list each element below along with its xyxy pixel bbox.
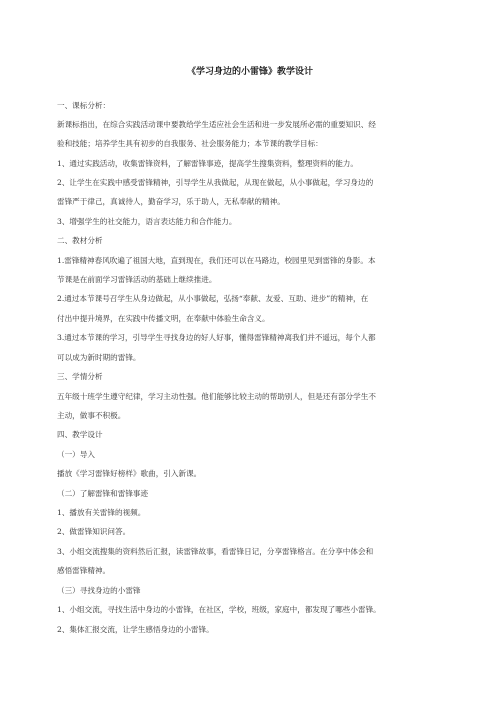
list-item: 1、通过实践活动，收集雷锋资料，了解雷锋事迹，提高学生搜集资料，整理资料的能力。: [57, 159, 358, 168]
paragraph-line: 雷锋严于律己，真诚待人，勤奋学习，乐于助人，无私奉献的精神。: [57, 197, 285, 206]
section-heading-curriculum-analysis: 一、课标分析：: [57, 101, 111, 110]
section-heading-teaching-design: 四、教学设计: [57, 430, 103, 439]
list-item: 3、增强学生的社交能力，语言表达能力和合作能力。: [57, 217, 237, 226]
section-heading-learner-analysis: 三、学情分析: [57, 372, 103, 381]
list-item: 3.通过本节课的学习，引导学生寻找身边的好人好事，懂得雷锋精神离我们并不遥远，每个人都: [57, 333, 376, 342]
list-item: 2、做雷锋知识问答。: [57, 527, 131, 536]
list-item: 3、小组交流搜集的资料然后汇报，读雷锋故事，看雷锋日记，分享雷锋格言。在分享中体会和: [57, 547, 374, 556]
list-item: 2、让学生在实践中感受雷锋精神，引导学生从我做起，从现在做起，从小事做起，学习身边的: [57, 178, 374, 187]
paragraph-line: 主动，做事不积极。: [57, 411, 126, 420]
subsection-heading: （二）了解雷锋和雷锋事迹: [57, 489, 149, 498]
paragraph-line: 感悟雷锋精神。: [57, 566, 111, 575]
section-heading-textbook-analysis: 二、教材分析: [57, 236, 103, 245]
paragraph-line: 付出中提升境界，在实践中传播文明，在奉献中体验生命含义。: [57, 314, 270, 323]
paragraph-line: 五年级十班学生遵守纪律，学习主动性强。他们能够比较主动的帮助别人，但是还有部分学生不: [57, 392, 376, 401]
paragraph-line: 播放《学习雷锋好榜样》歌曲，引入新课。: [57, 469, 202, 478]
document-title: 《学习身边的小雷锋》教学设计: [186, 67, 313, 77]
paragraph-line: 可以成为新时期的雷锋。: [57, 353, 141, 362]
paragraph-line: 验和技能；培养学生具有初步的自我服务、社会服务能力；本节课的教学目标：: [57, 139, 323, 148]
list-item: 2.通过本节课号召学生从身边做起，从小事做起，弘扬“奉献、友爱、互助、进步”的精神，在: [57, 294, 369, 303]
list-item: 1.雷锋精神春风吹遍了祖国大地，直到现在，我们还可以在马路边，校园里见到雷锋的身影。本: [57, 256, 376, 265]
subsection-heading: （一）导入: [57, 450, 95, 459]
paragraph-line: 节课是在前面学习雷锋活动的基础上继续推进。: [57, 275, 217, 284]
list-item: 1、小组交流，寻找生活中身边的小雷锋，在社区，学校，班级，家庭中，都发现了哪些小雷锋。: [57, 605, 381, 614]
subsection-heading: （三）寻找身边的小雷锋: [57, 586, 141, 595]
list-item: 1、播放有关雷锋的视频。: [57, 508, 146, 517]
list-item: 2、集体汇报交流，让学生感悟身边的小雷锋。: [57, 625, 214, 634]
paragraph-line: 新课标指出，在综合实践活动课中要教给学生适应社会生活和进一步发展所必需的重要知识、经: [57, 120, 376, 129]
